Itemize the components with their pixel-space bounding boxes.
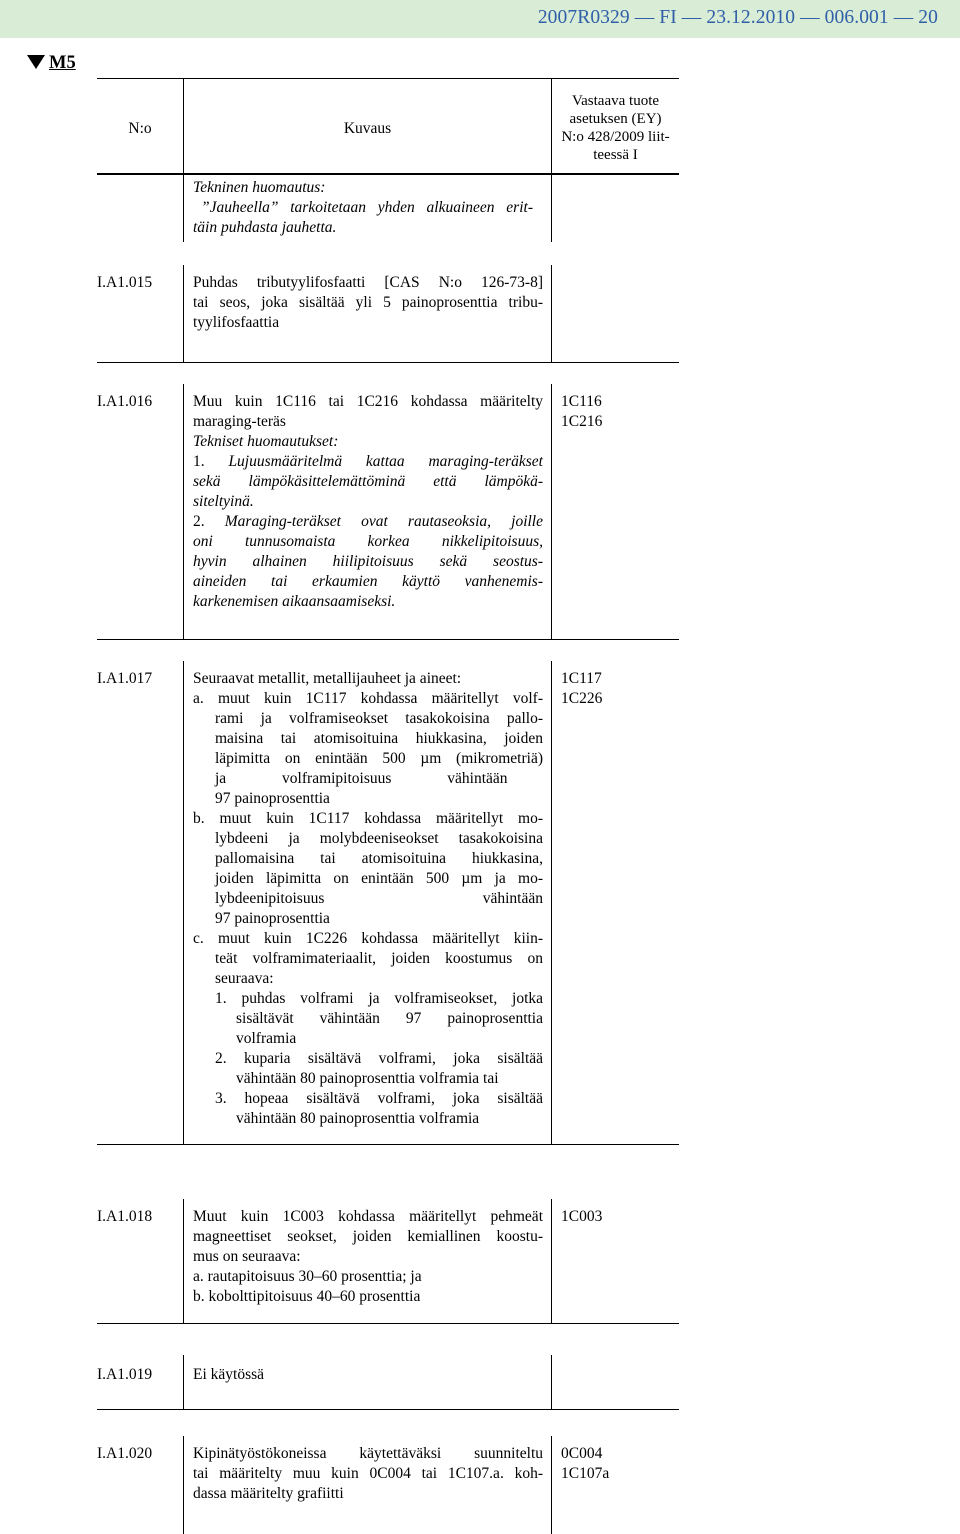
description-line: Muut kuin 1C003 kohdassa määritellyt pehmeät: [193, 1208, 543, 1225]
header-line: N:o 428/2009 liit-: [561, 129, 670, 145]
note-line: Lujuusmääritelmä kattaa maraging-teräkset: [228, 453, 543, 470]
column-divider: [183, 661, 184, 1145]
item-line: lybdeeni ja molybdeeniseokset tasakokoisina: [215, 830, 543, 847]
note-number: 1.: [193, 453, 205, 470]
list-item: [193, 1287, 543, 1307]
column-divider: [551, 265, 552, 363]
item-line: läpimitta on enintään 500 µm (mikrometriä): [215, 750, 543, 767]
description-line: tyylifosfaattia: [193, 314, 280, 331]
subitem-line: hopeaa sisältävä volframi, joka sisältää: [244, 1090, 544, 1107]
item-line: 97 painoprosenttia: [215, 790, 330, 807]
item-label: c.: [193, 930, 204, 947]
header-line: teessä I: [593, 147, 638, 163]
row-number: I.A1.017: [97, 670, 153, 687]
item-line: ja volframipitoisuus vähintään: [215, 770, 508, 787]
continued-technical-note: [193, 178, 533, 238]
item-line: joiden läpimitta on enintään 500 µm ja mo-: [215, 870, 543, 887]
item-line: rautapitoisuus 30–60 prosenttia; ja: [207, 1268, 422, 1285]
row-number: I.A1.018: [97, 1208, 153, 1225]
subitem-1: [215, 989, 543, 1049]
item-a: [193, 689, 543, 809]
row-description: [193, 273, 543, 333]
note-line: hyvin alhainen hiilipitoisuus sekä seostus-: [193, 553, 543, 570]
column-divider: [551, 1355, 552, 1410]
subitem-line: vähintään 80 painoprosenttia volframia tai: [236, 1070, 499, 1087]
column-divider: [183, 1436, 184, 1534]
row-description: [193, 669, 543, 1129]
subitem-label: 3.: [215, 1090, 227, 1107]
item-label: a.: [193, 1268, 204, 1285]
column-divider: [551, 384, 552, 640]
row-references: [561, 1207, 671, 1227]
note-line: oni tunnusomaista korkea nikkelipitoisuus,: [193, 533, 543, 550]
item-label: b.: [193, 1288, 205, 1305]
column-divider: [551, 1199, 552, 1324]
item-line: seuraava:: [215, 970, 274, 987]
subitem-line: volframia: [236, 1030, 297, 1047]
item-line: rami ja volframiseokset tasakokoisina pallo-: [215, 710, 543, 727]
column-divider: [551, 174, 552, 242]
reference-code: 1C116: [561, 393, 602, 410]
reference-code: 1C107a: [561, 1465, 610, 1482]
column-header-corresponding: [552, 92, 679, 164]
item-label: a.: [193, 690, 204, 707]
reference-code: 0C004: [561, 1445, 603, 1462]
technical-note-1: [193, 452, 543, 512]
item-line: lybdeenipitoisuus vähintään: [215, 890, 543, 907]
column-divider: [183, 265, 184, 363]
row-description: [193, 1207, 543, 1307]
notes-title: Tekniset huomautukset:: [193, 433, 339, 450]
note-line: sekä lämpökäsittelemättöminä että lämpökä-: [193, 473, 543, 490]
description-line: magneettiset seokset, joiden kemiallinen koostu-: [193, 1228, 543, 1245]
subitems: [193, 989, 543, 1129]
column-divider: [551, 1436, 552, 1534]
item-line: kobolttipitoisuus 40–60 prosenttia: [208, 1288, 421, 1305]
amendment-marker[interactable]: [27, 53, 76, 74]
item-b: [193, 809, 543, 929]
column-divider: [183, 1355, 184, 1410]
note-title: Tekninen huomautus:: [193, 179, 326, 196]
note-line: karkenemisen aikaansaamiseksi.: [193, 593, 396, 610]
technical-note-2: [193, 512, 543, 612]
item-line: pallomaisina tai atomisoituina hiukkasina,: [215, 850, 543, 867]
row-rule: [97, 1409, 679, 1410]
row-description: [193, 392, 543, 612]
subitem-label: 1.: [215, 990, 227, 1007]
amendment-marker-label: M5: [49, 53, 76, 73]
subitem-label: 2.: [215, 1050, 227, 1067]
description-line: dassa määritelty grafiitti: [193, 1485, 344, 1502]
item-c: [193, 929, 543, 989]
reference-code: 1C117: [561, 670, 602, 687]
description-intro: Seuraavat metallit, metallijauheet ja aineet:: [193, 670, 462, 687]
description-line: Kipinätyöstökoneissa käytettäväksi suunniteltu: [193, 1445, 543, 1462]
description-line: tai seos, joka sisältää yli 5 painoprosenttia tribu-: [193, 294, 543, 311]
subitem-line: kuparia sisältävä volframi, joka sisältää: [244, 1050, 544, 1067]
table-top-rule: [97, 78, 679, 79]
subitem-line: sisältävät vähintään 97 painoprosenttia: [236, 1010, 543, 1027]
row-references: [561, 392, 671, 432]
header-bottom-rule: [97, 173, 679, 175]
row-description: [193, 1365, 543, 1385]
column-divider: [183, 1199, 184, 1324]
list-item: [193, 1267, 543, 1287]
item-line: muut kuin 1C226 kohdassa määritellyt kiin-: [217, 930, 544, 947]
row-rule: [97, 639, 679, 640]
row-number: I.A1.020: [97, 1445, 153, 1462]
row-number: I.A1.015: [97, 274, 153, 291]
item-line: muut kuin 1C117 kohdassa määritellyt volf-: [217, 690, 544, 707]
reference-code: 1C226: [561, 690, 603, 707]
subitem-2: [215, 1049, 543, 1089]
description-line: tai määritelty muu kuin 0C004 tai 1C107.a. koh-: [193, 1465, 543, 1482]
note-line: ”Jauheella” tarkoitetaan yhden alkuaineen erit-: [201, 199, 533, 216]
triangle-down-icon: [27, 55, 45, 69]
row-rule: [97, 1323, 679, 1324]
header-line: asetuksen (EY): [569, 111, 662, 127]
subitem-line: vähintään 80 painoprosenttia volframia: [236, 1110, 480, 1127]
note-number: 2.: [193, 513, 205, 530]
reference-code: 1C216: [561, 413, 603, 430]
reference-code: 1C003: [561, 1208, 603, 1225]
row-number: I.A1.019: [97, 1366, 153, 1383]
item-line: teät volframimateriaalit, joiden koostumus on: [215, 950, 543, 967]
subitem-line: puhdas volframi ja volframiseokset, jotka: [241, 990, 544, 1007]
row-number: I.A1.016: [97, 393, 153, 410]
description-line: Ei käytössä: [193, 1366, 265, 1383]
row-rule: [97, 1144, 679, 1145]
row-references: [561, 669, 671, 709]
description-line: Puhdas tributyylifosfaatti [CAS N:o 126-73-8]: [193, 274, 543, 291]
description-line: Muu kuin 1C116 tai 1C216 kohdassa määritelty: [193, 393, 543, 410]
item-line: 97 painoprosenttia: [215, 910, 330, 927]
column-header-no: N:o: [128, 120, 152, 137]
row-description: [193, 1444, 543, 1504]
header-line: Vastaava tuote: [571, 93, 660, 109]
item-line: maisina tai atomisoituina hiukkasina, joiden: [215, 730, 543, 747]
row-references: [561, 1444, 671, 1484]
column-divider: [183, 384, 184, 640]
column-header-description: Kuvaus: [343, 120, 392, 137]
note-line: siteltyinä.: [193, 493, 254, 510]
column-divider: [551, 661, 552, 1145]
note-line: aineiden tai erkaumien käyttö vanhenemis-: [193, 573, 543, 590]
description-line: maraging-teräs: [193, 413, 286, 430]
note-line: Maraging-teräkset ovat rautaseoksia, joille: [224, 513, 543, 530]
row-rule: [97, 362, 679, 363]
note-line: täin puhdasta jauhetta.: [193, 219, 337, 236]
item-label: b.: [193, 810, 205, 827]
subitem-3: [215, 1089, 543, 1129]
description-line: mus on seuraava:: [193, 1248, 301, 1265]
column-divider: [183, 174, 184, 242]
item-line: muut kuin 1C117 kohdassa määritellyt mo-: [219, 810, 543, 827]
running-header: 2007R0329 — FI — 23.12.2010 — 006.001 — 20: [537, 7, 938, 28]
